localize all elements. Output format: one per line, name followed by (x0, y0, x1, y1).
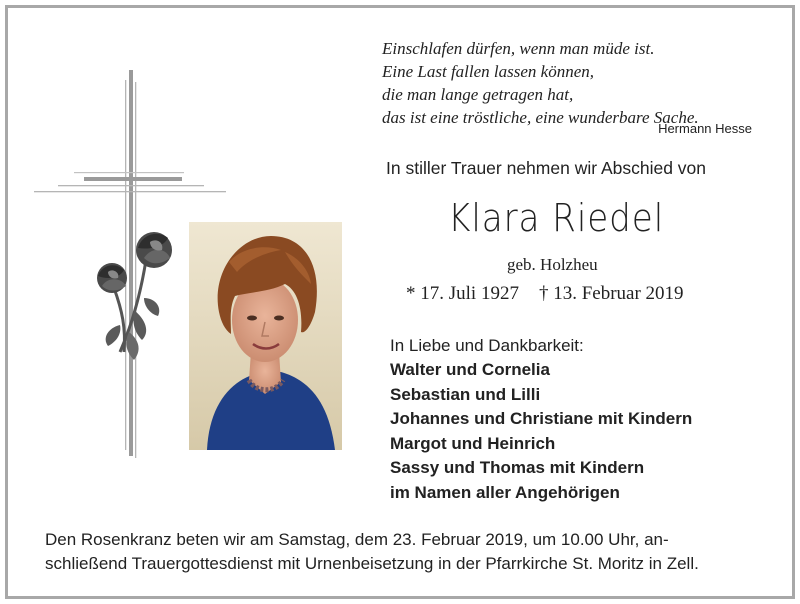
intro-text: In stiller Trauer nehmen wir Abschied von (386, 158, 707, 178)
mourner-entry: Walter und Cornelia (390, 360, 550, 379)
death-date: † 13. Februar 2019 (538, 283, 684, 304)
birth-date: * 17. Juli 1927 (406, 283, 519, 304)
roses-icon (97, 232, 172, 360)
service-notice-line: schließend Trauergottesdienst mit Urnenbeisetzung in der Pfarrkirche St. Moritz in Zell. (45, 554, 699, 573)
cross-horizontal-bar (84, 177, 182, 181)
portrait-photo (189, 222, 342, 450)
mourner-entry: Johannes und Christiane mit Kindern (390, 409, 693, 428)
poem-line: Einschlafen dürfen, wenn man müde ist. (382, 39, 655, 58)
mourner-entry: Margot und Heinrich (390, 433, 556, 453)
service-notice (45, 528, 759, 576)
cross-vertical-bar (129, 70, 133, 456)
life-dates (406, 283, 684, 305)
thanks-heading: In Liebe und Dankbarkeit: (390, 336, 584, 355)
poem-line: Eine Last fallen lassen können, (382, 62, 595, 81)
birth-name: geb. Holzheu (507, 255, 598, 274)
deceased-name: Klara Riedel (448, 196, 665, 240)
poem (382, 37, 699, 129)
mourners-list (390, 358, 692, 505)
service-notice-line: Den Rosenkranz beten wir am Samstag, dem 23. Februar 2019, um 10.00 Uhr, an- (45, 530, 669, 549)
poem-line: das ist eine tröstliche, eine wunderbare Sache. (382, 108, 699, 127)
mourner-entry: Sebastian und Lilli (390, 384, 541, 404)
poem-author: Hermann Hesse (658, 121, 752, 136)
mourner-entry: Sassy und Thomas mit Kindern (390, 458, 645, 477)
mourner-entry: im Namen aller Angehörigen (390, 482, 620, 502)
poem-line: die man lange getragen hat, (382, 85, 574, 104)
